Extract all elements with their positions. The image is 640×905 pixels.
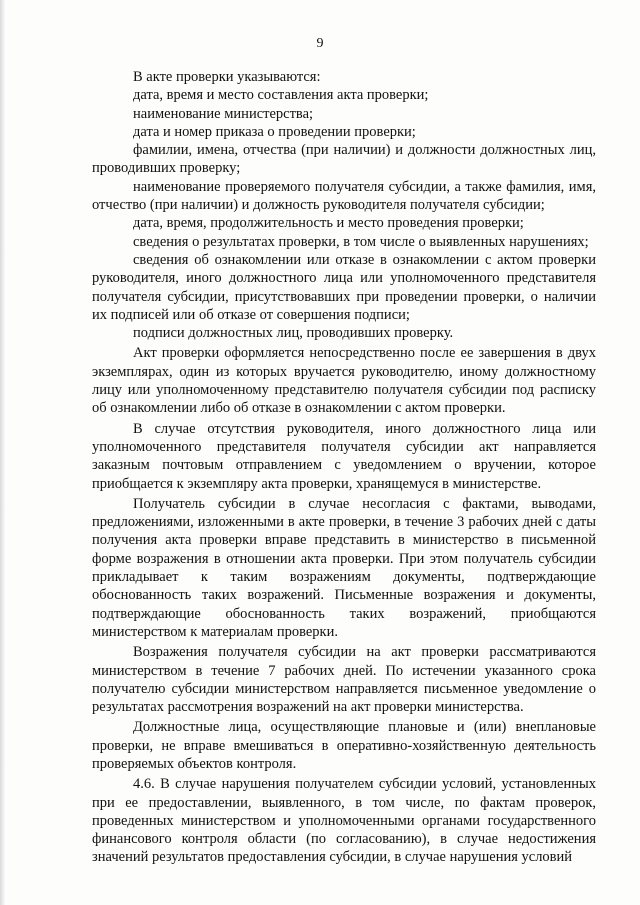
paragraph: В акте проверки указываются:	[133, 69, 321, 85]
paragraph: Акт проверки оформляется непосредственно после ее завершения в двух экземплярах, один из которых вручается руководителю, иному должностному лицу или уполномоченному представителю получателя субсидии под расписку об ознакомлении либо об отказе в ознакомлении с актом проверки.	[92, 345, 596, 417]
paragraph: сведения об ознакомлении или отказе в ознакомлении с актом проверки руководителя, иного должностного лица или уполномоченного представителя получателя субсидии, присутствовавших при проведении проверки, о наличии их подписей или об отказе от совершения подписи;	[92, 251, 596, 323]
paragraph: наименование министерства;	[133, 105, 314, 122]
page-number: 9	[316, 36, 324, 51]
paragraph: сведения о результатах проверки, в том числе о выявленных нарушениях;	[133, 233, 589, 250]
paragraph: наименование проверяемого получателя субсидии, а также фамилия, имя, отчество (при наличии) и должность руководителя получателя субсидии;	[92, 178, 596, 214]
paragraph: подписи должностных лиц, проводивших проверку.	[133, 325, 454, 342]
paragraph: дата, время, продолжительность и место проведения проверки;	[133, 215, 524, 232]
paragraph: Должностные лица, осуществляющие плановые и (или) внеплановые проверки, не вправе вмешиваться в оперативно-хозяйственную деятельность проверяемых объектов контроля.	[92, 719, 596, 772]
paragraph: Возражения получателя субсидии на акт проверки рассматриваются министерством в течение 7 рабочих дней. По истечении указанного срока получателю субсидии министерством направляется письменное уведомление о результатах рассмотрения возражений на акт проверки министерства.	[92, 644, 596, 716]
paragraph: Получатель субсидии в случае несогласия с фактами, выводами, предложениями, изложенными в акте проверки, в течение 3 рабочих дней с даты получения акта проверки вправе представить в министерство в письменной форме возражения в отношении акта проверки. При этом получатель субсидии прикладывает к таким возражениям документы, подтверждающие обоснованность таких возражений. Письменные возражения и документы, подтверждающие обоснованность таких возражений, приобщаются министерством к материалам проверки.	[92, 495, 596, 640]
scan-edge	[0, 0, 5, 905]
paragraph: 4.6. В случае нарушения получателем субсидии условий, установленных при ее предоставлении, выявленного, в том числе, по фактам проверок, проведенных министерством и уполномоченными органами государственного финансового контроля области (по согласованию), в случае недостижения значений результатов предоставления субсидии, в случае нарушения условий	[92, 776, 596, 866]
paragraph: дата, время и место составления акта проверки;	[133, 87, 429, 104]
document-body	[92, 68, 596, 867]
paragraph: фамилии, имена, отчества (при наличии) и должности должностных лиц, проводивших проверку;	[92, 142, 596, 177]
paragraph: дата и номер приказа о проведении проверки;	[133, 123, 416, 140]
paragraph: В случае отсутствия руководителя, иного должностного лица или уполномоченного представителя получателя субсидии акт направляется заказным почтовым отправлением с уведомлением о вручении, которое приобщается к экземпляру акта проверки, хранящемуся в министерстве.	[92, 420, 596, 492]
